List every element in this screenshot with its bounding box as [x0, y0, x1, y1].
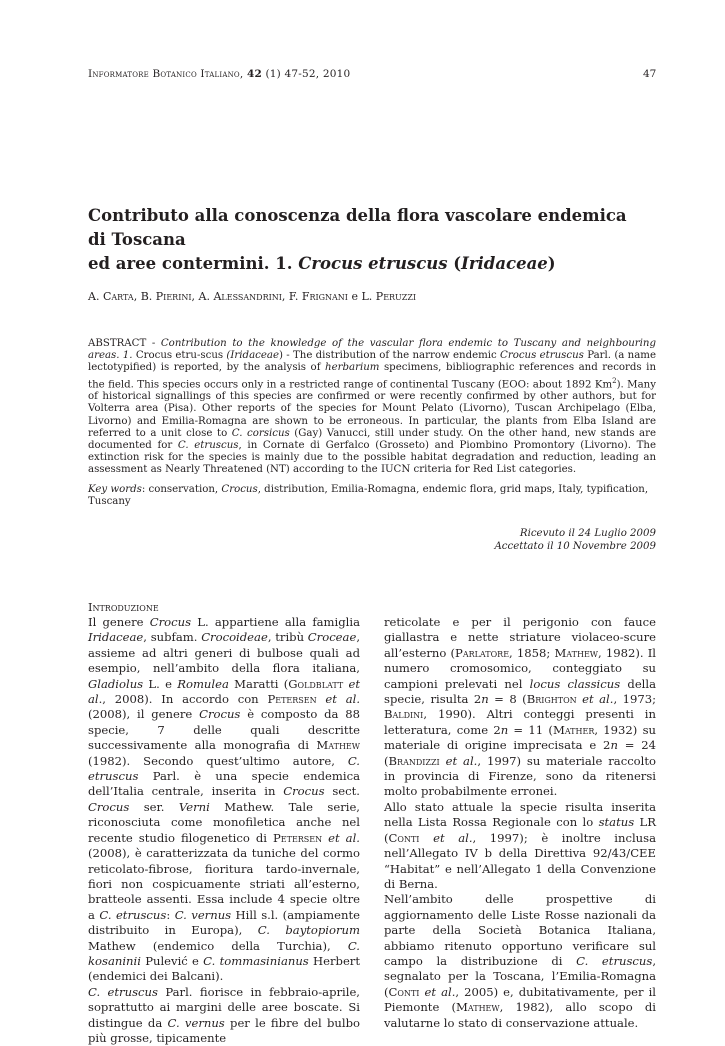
italic-run: n	[500, 722, 509, 737]
italic-run: C. etruscus	[99, 907, 167, 922]
paragraph	[88, 615, 360, 985]
italic-run: et al	[88, 676, 360, 707]
author-name: Alessandrini	[213, 290, 282, 303]
text-run: Mathew. Tale serie, riconosciuta come monofiletica anche nel recente studio filogenetico di	[88, 799, 360, 845]
author-citation: Brighton	[526, 692, 577, 707]
paragraph	[88, 985, 360, 1046]
received-date: Ricevuto il 24 Luglio 2009	[519, 528, 656, 539]
abstract-text: ). Many of historical signallings of this species are confirmed or were recently confirmed by other authors, but for Volterra area (Pisa). Other reports of the species for Mount Pelato (Livorno), Tuscan Archipelago (Elba, Livorno) and Emilia-Romagna are shown to be erroneous. In particular, the plants from Elba Island are referred to a unit close to	[88, 379, 656, 439]
italic-run: Crocus	[283, 784, 325, 799]
keywords	[88, 484, 656, 508]
abstract-italic: C. corsicus	[231, 427, 290, 439]
italic-run: n	[481, 692, 489, 707]
author-citation: Mathew	[554, 645, 599, 660]
text-run: reticolate e per il perigonio con fauce giallastra e nette striature violaceo-scure all’esterno (	[384, 615, 656, 660]
italic-run: et al.	[582, 692, 614, 707]
keywords-italic: Crocus	[221, 484, 258, 495]
italic-run: et al.	[445, 753, 478, 768]
text-run: L. e	[143, 676, 178, 691]
italic-run: Crocus	[88, 799, 130, 814]
author-initial: , A.	[191, 290, 214, 303]
accepted-date: Accettato il 10 Novembre 2009	[494, 540, 656, 552]
abstract-text: specimens, bibliographic references and records in the field. This species occurs only in a restricted range of continental Tuscany (EOO: about 1892 Km	[88, 362, 657, 390]
italic-run: status	[598, 815, 635, 830]
text-run: Il genere	[88, 615, 150, 629]
text-run: sect.	[324, 784, 360, 799]
text-run: = 24 (	[384, 738, 656, 768]
text-run: (1982). Secondo quest’ultimo autore,	[88, 753, 348, 768]
text-run: è composto da 88 specie, 7 delle quali descritte successivamente alla monografia di	[88, 707, 360, 753]
abstract-text: , in Cornate di Gerfalco (Grosseto) and Piombino Promontory (Livorno). The extinction risk for the species is mainly due to the possible habitat degradation and reduction, leading an assessment as Nearly Threatened (NT) according to the IUCN criteria for Red List categories.	[88, 440, 656, 476]
text-run: , 1982). Il numero cromosomico, conteggiato su campioni prelevati nel	[384, 645, 657, 691]
abstract-english-title: Contribution to the knowledge of the vascular flora endemic to Tuscany and neighbouring areas. 1.	[88, 338, 656, 362]
author-citation: Mather	[552, 722, 595, 737]
italic-run: Gladiolus	[88, 676, 144, 691]
author-citation: Petersen	[272, 830, 323, 845]
text-run: Nell’ambito delle prospettive di aggiornamento delle Liste Rosse nazionali da parte della Società Botanica Italiana, abbiamo ritenuto opportuno verificare sul campo la distribuzione di	[384, 892, 656, 968]
text-run: , assieme ad altri generi di bulbose quali ad esempio, nell’ambito della flora italiana,	[88, 630, 361, 676]
author-name: Peruzzi	[375, 290, 417, 303]
text-run: Parl. è una specie endemica dell’Italia centrale, inserita in	[88, 769, 360, 799]
author-citation: Mathew	[456, 1000, 500, 1015]
italic-run: Crocus	[149, 615, 192, 629]
keywords-label: Key words	[88, 484, 142, 495]
italic-run: C. etruscus	[88, 984, 158, 999]
text-run: , 1997); è inoltre inclusa nell’Allegato IV b della Direttiva 92/43/CEE “Habitat” e nell’Allegato 1 della Convenzione di Berna.	[384, 830, 657, 891]
text-run: , 1997) su materiale raccolto in provincia di Firenze, sono da ritenersi molto probabilmente erronei.	[384, 753, 657, 799]
abstract-italic: herbarium	[325, 362, 380, 374]
abstract-italic: C. etruscus	[177, 440, 239, 452]
author-citation: Brandizzi	[388, 753, 440, 768]
journal-name: Informatore Botanico Italiano	[88, 68, 240, 80]
italic-run: et al.	[328, 830, 360, 845]
italic-run: Croceae	[307, 630, 357, 645]
journal-volume: 42	[246, 68, 262, 80]
abstract-text: ) - The distribution of the narrow endemic	[278, 350, 501, 362]
abstract	[88, 338, 656, 477]
title-line-2: ed aree contermini. 1.	[88, 254, 299, 273]
title-paren-close: )	[547, 254, 556, 273]
italic-run: Romulea	[177, 676, 229, 691]
author-name: Pierini	[155, 290, 192, 303]
received-dates	[494, 528, 656, 553]
paragraph	[384, 615, 656, 800]
italic-run: Crocus	[199, 707, 241, 722]
text-run: , 2005) e, dubitativamente, per il Piemonte (	[384, 984, 657, 1015]
author-citation: Baldini	[384, 707, 424, 722]
text-run: LR (	[384, 815, 656, 845]
italic-run: n	[610, 738, 618, 753]
abstract-text: Crocus etru-scus	[132, 350, 227, 362]
italic-run: Verni	[178, 799, 210, 814]
italic-run: Crocoideae	[201, 630, 268, 645]
text-run: della specie, risulta 2	[384, 676, 657, 707]
title-line-1: Contributo alla conoscenza della flora vascolare endemica di Toscana	[88, 206, 627, 249]
text-run: = 11 (	[508, 722, 553, 737]
text-run: ser.	[129, 799, 179, 814]
abstract-text: (Gay) Vanucci, still under study. On the other hand, new stands are documented for	[88, 427, 656, 452]
text-run: Pulević e	[140, 953, 204, 968]
italic-run: C. vernus	[167, 1015, 225, 1030]
text-run: Maratti (	[228, 676, 289, 691]
text-run: , 1973;	[613, 692, 656, 707]
italic-run: C. tommasinianus	[203, 953, 309, 968]
title-species: Crocus etruscus	[298, 254, 448, 273]
italic-run: locus classicus	[529, 676, 621, 691]
italic-run: C. etruscus	[576, 953, 653, 968]
left-column	[88, 600, 360, 1046]
text-run: , 1990). Altri conteggi presenti in letteratura, come 2	[384, 707, 656, 737]
title-paren-open: (	[447, 254, 462, 273]
abstract-text: Parl. (a name lectotypified) is reported, by the analysis of	[88, 350, 656, 374]
italic-run: C. baytopiorum	[257, 923, 360, 938]
text-run: ., 2008). In accordo con	[98, 692, 268, 707]
keywords-text: , distribution, Emilia-Romagna, endemic flora, grid maps, Italy, typification, Tuscany	[88, 484, 649, 507]
text-run: , 1932) su materiale di origine imprecisata e 2	[384, 722, 656, 753]
italic-run: et al.	[424, 984, 456, 999]
abstract-italic: Crocus etruscus	[500, 350, 584, 362]
text-run: , segnalato per la Toscana, l’Emilia-Romagna (	[384, 953, 657, 999]
text-run: per le fibre del bulbo più grosse, tipicamente	[88, 1015, 360, 1045]
italic-run: et al.	[433, 830, 473, 845]
text-run: L. appartiene alla famiglia	[191, 615, 360, 629]
section-heading: Introduzione	[88, 601, 159, 614]
abstract-label: ABSTRACT -	[88, 338, 161, 349]
italic-run: C. kosaninii	[88, 938, 360, 968]
author-citation: Mathew	[316, 738, 360, 753]
text-run: Allo stato attuale la specie risulta inserita nella Lista Rossa Regionale con lo	[384, 799, 656, 830]
author-initial: A.	[88, 290, 103, 303]
title-family: Iridaceae	[461, 254, 548, 273]
paragraph	[384, 800, 656, 892]
author-citation: Petersen	[267, 692, 317, 707]
text-run: (2008), il genere	[88, 707, 200, 722]
text-run: , 1982), allo scopo di valutarne lo stato di conservazione attuale.	[384, 1000, 656, 1030]
author-initial: e L.	[347, 290, 376, 303]
author-name: Frignani	[301, 290, 348, 303]
text-run: , 1858;	[509, 645, 555, 660]
italic-run: et al.	[325, 692, 361, 707]
text-run: Mathew (endemico della Turchia),	[88, 938, 348, 953]
running-head: Informatore Botanico Italiano, 42 (1) 47-52, 2010	[88, 68, 351, 80]
text-run: = 8 (	[488, 692, 527, 707]
article-title	[88, 204, 648, 276]
author-initial: , F.	[281, 290, 302, 303]
text-run: Herbert (endemici dei Balcani).	[88, 953, 361, 984]
paragraph	[384, 892, 656, 1031]
text-run: , tribù	[267, 630, 308, 645]
abstract-italic: (Iridaceae	[226, 350, 279, 362]
italic-run: Iridaceae	[88, 630, 144, 645]
text-run: (2008), è caratterizzata da tuniche del cormo reticolato-fibrose, fioritura tardo-invernale, fiori non cospicuamente striati all’esterno, bratteole assenti. Essa include 4 specie oltre a	[88, 846, 360, 922]
text-run: :	[166, 907, 175, 922]
author-list	[88, 290, 416, 303]
text-run	[419, 831, 433, 845]
right-column	[384, 615, 656, 1031]
author-citation: Conti	[388, 830, 420, 845]
text-run: , subfam.	[143, 630, 202, 645]
page-number: 47	[643, 68, 657, 80]
keywords-text: : conservation,	[141, 484, 222, 495]
author-citation: Parlatore	[455, 645, 510, 660]
author-name: Carta	[102, 290, 134, 303]
text-run: Parl. fiorisce in febbraio-aprile, soprattutto ai margini delle aree boscate. Si distingue da	[88, 984, 360, 1030]
abstract-superscript: 2	[612, 376, 617, 385]
journal-issue-pages: (1) 47-52, 2010	[261, 68, 351, 80]
author-citation: Goldblatt	[288, 676, 344, 691]
italic-run: C. vernus	[174, 907, 232, 922]
author-citation: Conti	[388, 984, 420, 999]
italic-run: C. etruscus	[88, 753, 360, 784]
text-run: Hill s.l. (ampiamente distribuito in Europa),	[88, 907, 360, 938]
author-initial: , B.	[133, 290, 156, 303]
